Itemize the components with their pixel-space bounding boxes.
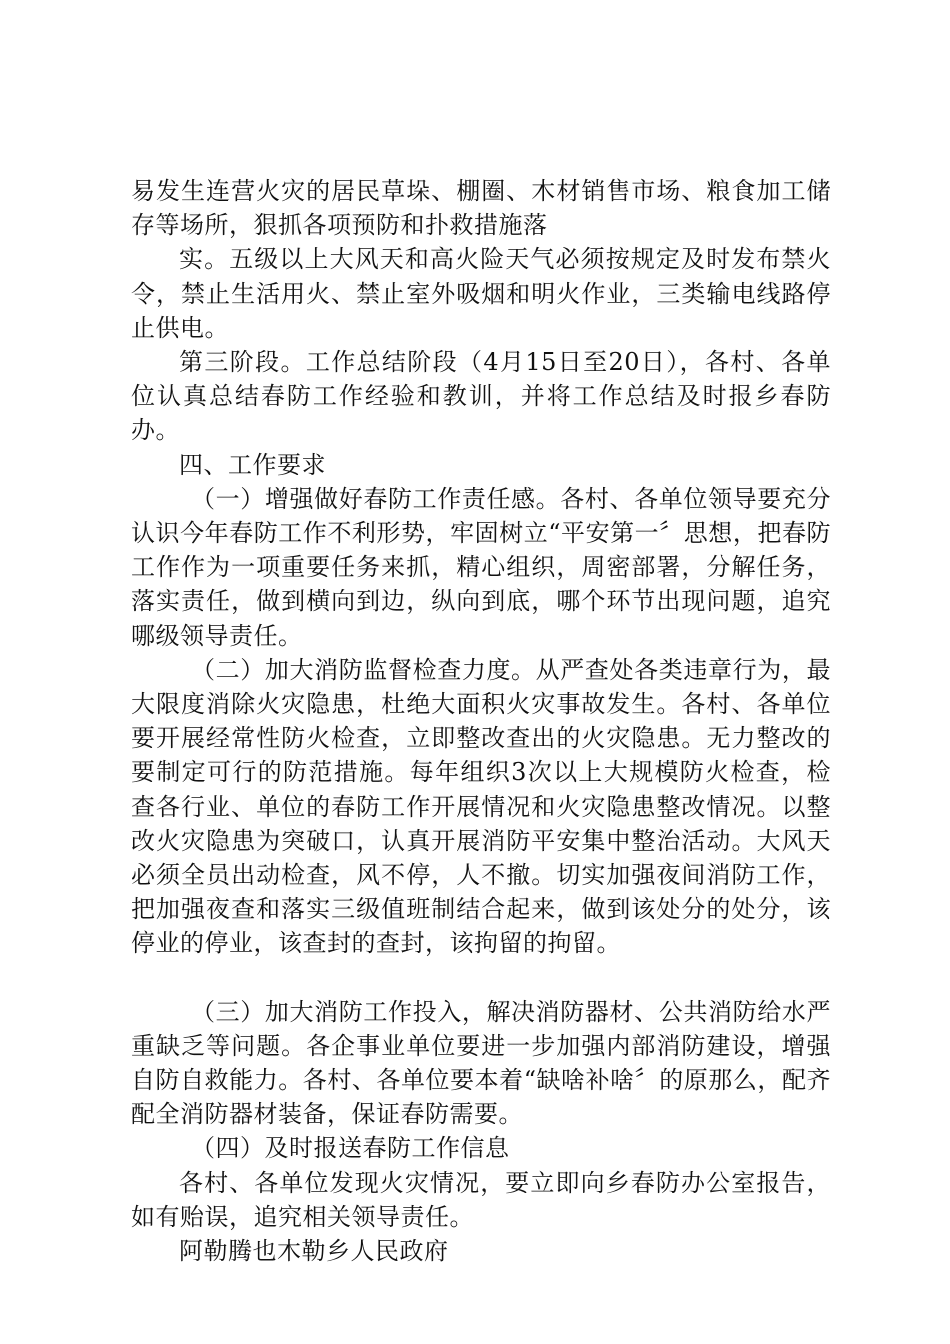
paragraph-phase-three: 第三阶段。工作总结阶段（4月15日至20日），各村、各单位认真总结春防工作经验和教训，并将工作总结及时报乡春防办。 xyxy=(131,348,831,445)
heading-requirement-4: （四）及时报送春防工作信息 xyxy=(191,1134,510,1163)
paragraph-requirement-4: 各村、各单位发现火灾情况，要立即向乡春防办公室报告，如有贻误，追究相关领导责任。 xyxy=(131,1168,831,1231)
signature-organization: 阿勒腾也木勒乡人民政府 xyxy=(179,1237,449,1266)
paragraph-requirement-2: （二）加大消防监督检查力度。从严查处各类违章行为，最大限度消除火灾隐患，杜绝大面积火灾事故发生。各村、各单位要开展经常性防火检查，立即整改查出的火灾隐患。无力整改的要制定可行的防范措施。每年组织3次以上大规模防火检查，检查各行业、单位的春防工作开展情况和火灾隐患整改情况。以整改火灾隐患为突破口，认真开展消防平安集中整治活动。大风天必须全员出动检查，风不停，人不撤。切实加强夜间消防工作，把加强夜查和落实三级值班制结合起来，做到该处分的处分，该停业的停业，该查封的查封，该拘留的拘留。 xyxy=(131,655,831,958)
paragraph-fire-prone-sites: 易发生连营火灾的居民草垛、棚圈、木材销售市场、粮食加工储存等场所，狠抓各项预防和扑救措施落 xyxy=(131,177,831,240)
paragraph-fire-ban: 实。五级以上大风天和高火险天气必须按规定及时发布禁火令，禁止生活用火、禁止室外吸烟和明火作业，三类输电线路停止供电。 xyxy=(131,245,831,342)
paragraph-requirement-1: （一）增强做好春防工作责任感。各村、各单位领导要充分认识今年春防工作不利形势，牢固树立“平安第一〞思想，把春防工作作为一项重要任务来抓，精心组织，周密部署，分解任务，落实责任，做到横向到边，纵向到底，哪个环节出现问题，追究哪级领导责任。 xyxy=(131,484,831,650)
document-body xyxy=(131,174,831,1268)
paragraph-requirement-3: （三）加大消防工作投入，解决消防器材、公共消防给水严重缺乏等问题。各企事业单位要进一步加强内部消防建设，增强自防自救能力。各村、各单位要本着“缺啥补啥〞的原那么，配齐配全消防器材装备，保证春防需要。 xyxy=(131,997,831,1129)
section-heading-work-requirements: 四、工作要求 xyxy=(179,450,326,479)
